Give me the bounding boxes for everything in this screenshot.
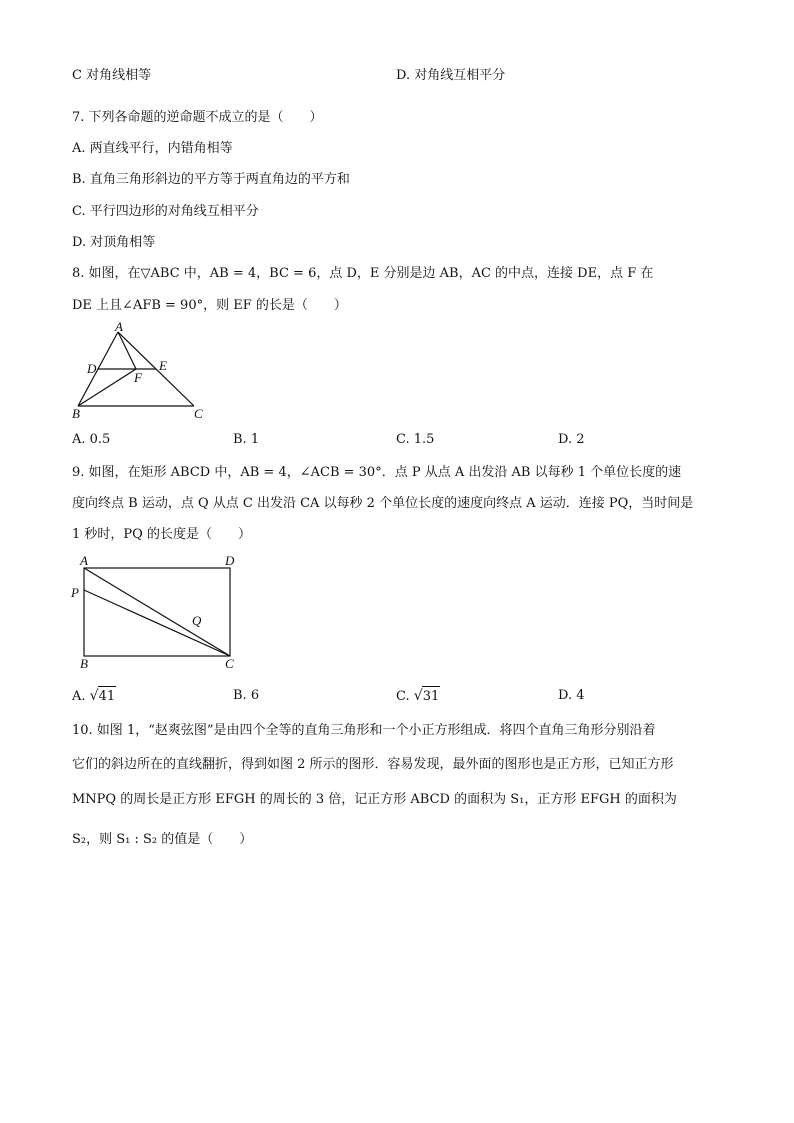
- q9-label-d: D: [225, 553, 235, 568]
- q10-stem-line1: 10. 如图 1，“赵爽弦图”是由四个全等的直角三角形和一个小正方形组成．将四个直角三角形分别沿着: [72, 723, 656, 738]
- q9-option-c: [396, 686, 440, 707]
- q8-option-a: A. 0.5: [72, 432, 111, 447]
- q7-option-b: B. 直角三角形斜边的平方等于两直角边的平方和: [72, 172, 350, 187]
- q9-option-c-letter: C.: [396, 689, 410, 704]
- q9-option-c-radicand: 31: [422, 686, 441, 707]
- q8-stem-line1: 8. 如图，在▽ABC 中，AB = 4，BC = 6，点 D，E 分别是边 AB，AC 的中点，连接 DE，点 F 在: [72, 266, 654, 281]
- q9-option-a: [72, 686, 116, 707]
- q9-label-b: B: [80, 656, 88, 671]
- q9-label-q: Q: [192, 613, 202, 628]
- q8-label-b: B: [72, 406, 80, 420]
- q9-stem-line3: 1 秒时，PQ 的长度是（ ）: [72, 527, 251, 542]
- q7-stem: 7. 下列各命题的逆命题不成立的是（ ）: [72, 110, 323, 125]
- q9-option-a-letter: A.: [72, 689, 86, 704]
- radical-sign-icon: √: [89, 688, 99, 704]
- q8-label-d: D: [87, 361, 97, 376]
- q10-stem-line4: S₂，则 S₁ : S₂ 的值是（ ）: [72, 832, 253, 847]
- q10-stem-line2: 它们的斜边所在的直线翻折，得到如图 2 所示的图形．容易发现，最外面的图形也是正方形，已知正方形: [72, 757, 674, 772]
- q7-option-a: A. 两直线平行，内错角相等: [72, 141, 233, 156]
- q9-label-p: P: [71, 585, 79, 600]
- q9-option-d: D. 4: [558, 688, 585, 703]
- q8-triangle-figure: [70, 320, 220, 420]
- q8-option-b: B. 1: [233, 432, 260, 447]
- q8-option-d: D. 2: [558, 432, 585, 447]
- q9-label-c: C: [225, 656, 234, 671]
- q8-label-a: A: [115, 320, 123, 334]
- q9-rectangle-figure: [68, 552, 248, 674]
- q8-label-e: E: [159, 358, 167, 373]
- q9-option-b: B. 6: [233, 688, 260, 703]
- q8-stem-line2: DE 上且∠AFB = 90°，则 EF 的长是（ ）: [72, 298, 347, 313]
- q10-stem-line3: MNPQ 的周长是正方形 EFGH 的周长的 3 倍，记正方形 ABCD 的面积为 S₁，正方形 EFGH 的面积为: [72, 792, 677, 807]
- q7-option-d: D. 对顶角相等: [72, 235, 156, 250]
- q8-label-c: C: [194, 406, 203, 420]
- q8-label-f: F: [134, 370, 142, 385]
- q9-label-a: A: [80, 553, 88, 568]
- q8-option-c: C. 1.5: [396, 432, 435, 447]
- q7-option-c: C. 平行四边形的对角线互相平分: [72, 204, 259, 219]
- q9-stem-line1: 9. 如图，在矩形 ABCD 中，AB = 4，∠ACB = 30°．点 P 从点 A 出发沿 AB 以每秒 1 个单位长度的速: [72, 465, 682, 480]
- q9-stem-line2: 度向终点 B 运动，点 Q 从点 C 出发沿 CA 以每秒 2 个单位长度的速度向终点 A 运动．连接 PQ，当时间是: [72, 496, 694, 511]
- q9-option-a-radicand: 41: [98, 686, 117, 707]
- q6-option-c: C 对角线相等: [72, 68, 152, 83]
- q6-option-d: D. 对角线互相平分: [396, 68, 506, 83]
- radical-sign-icon: √: [413, 688, 423, 704]
